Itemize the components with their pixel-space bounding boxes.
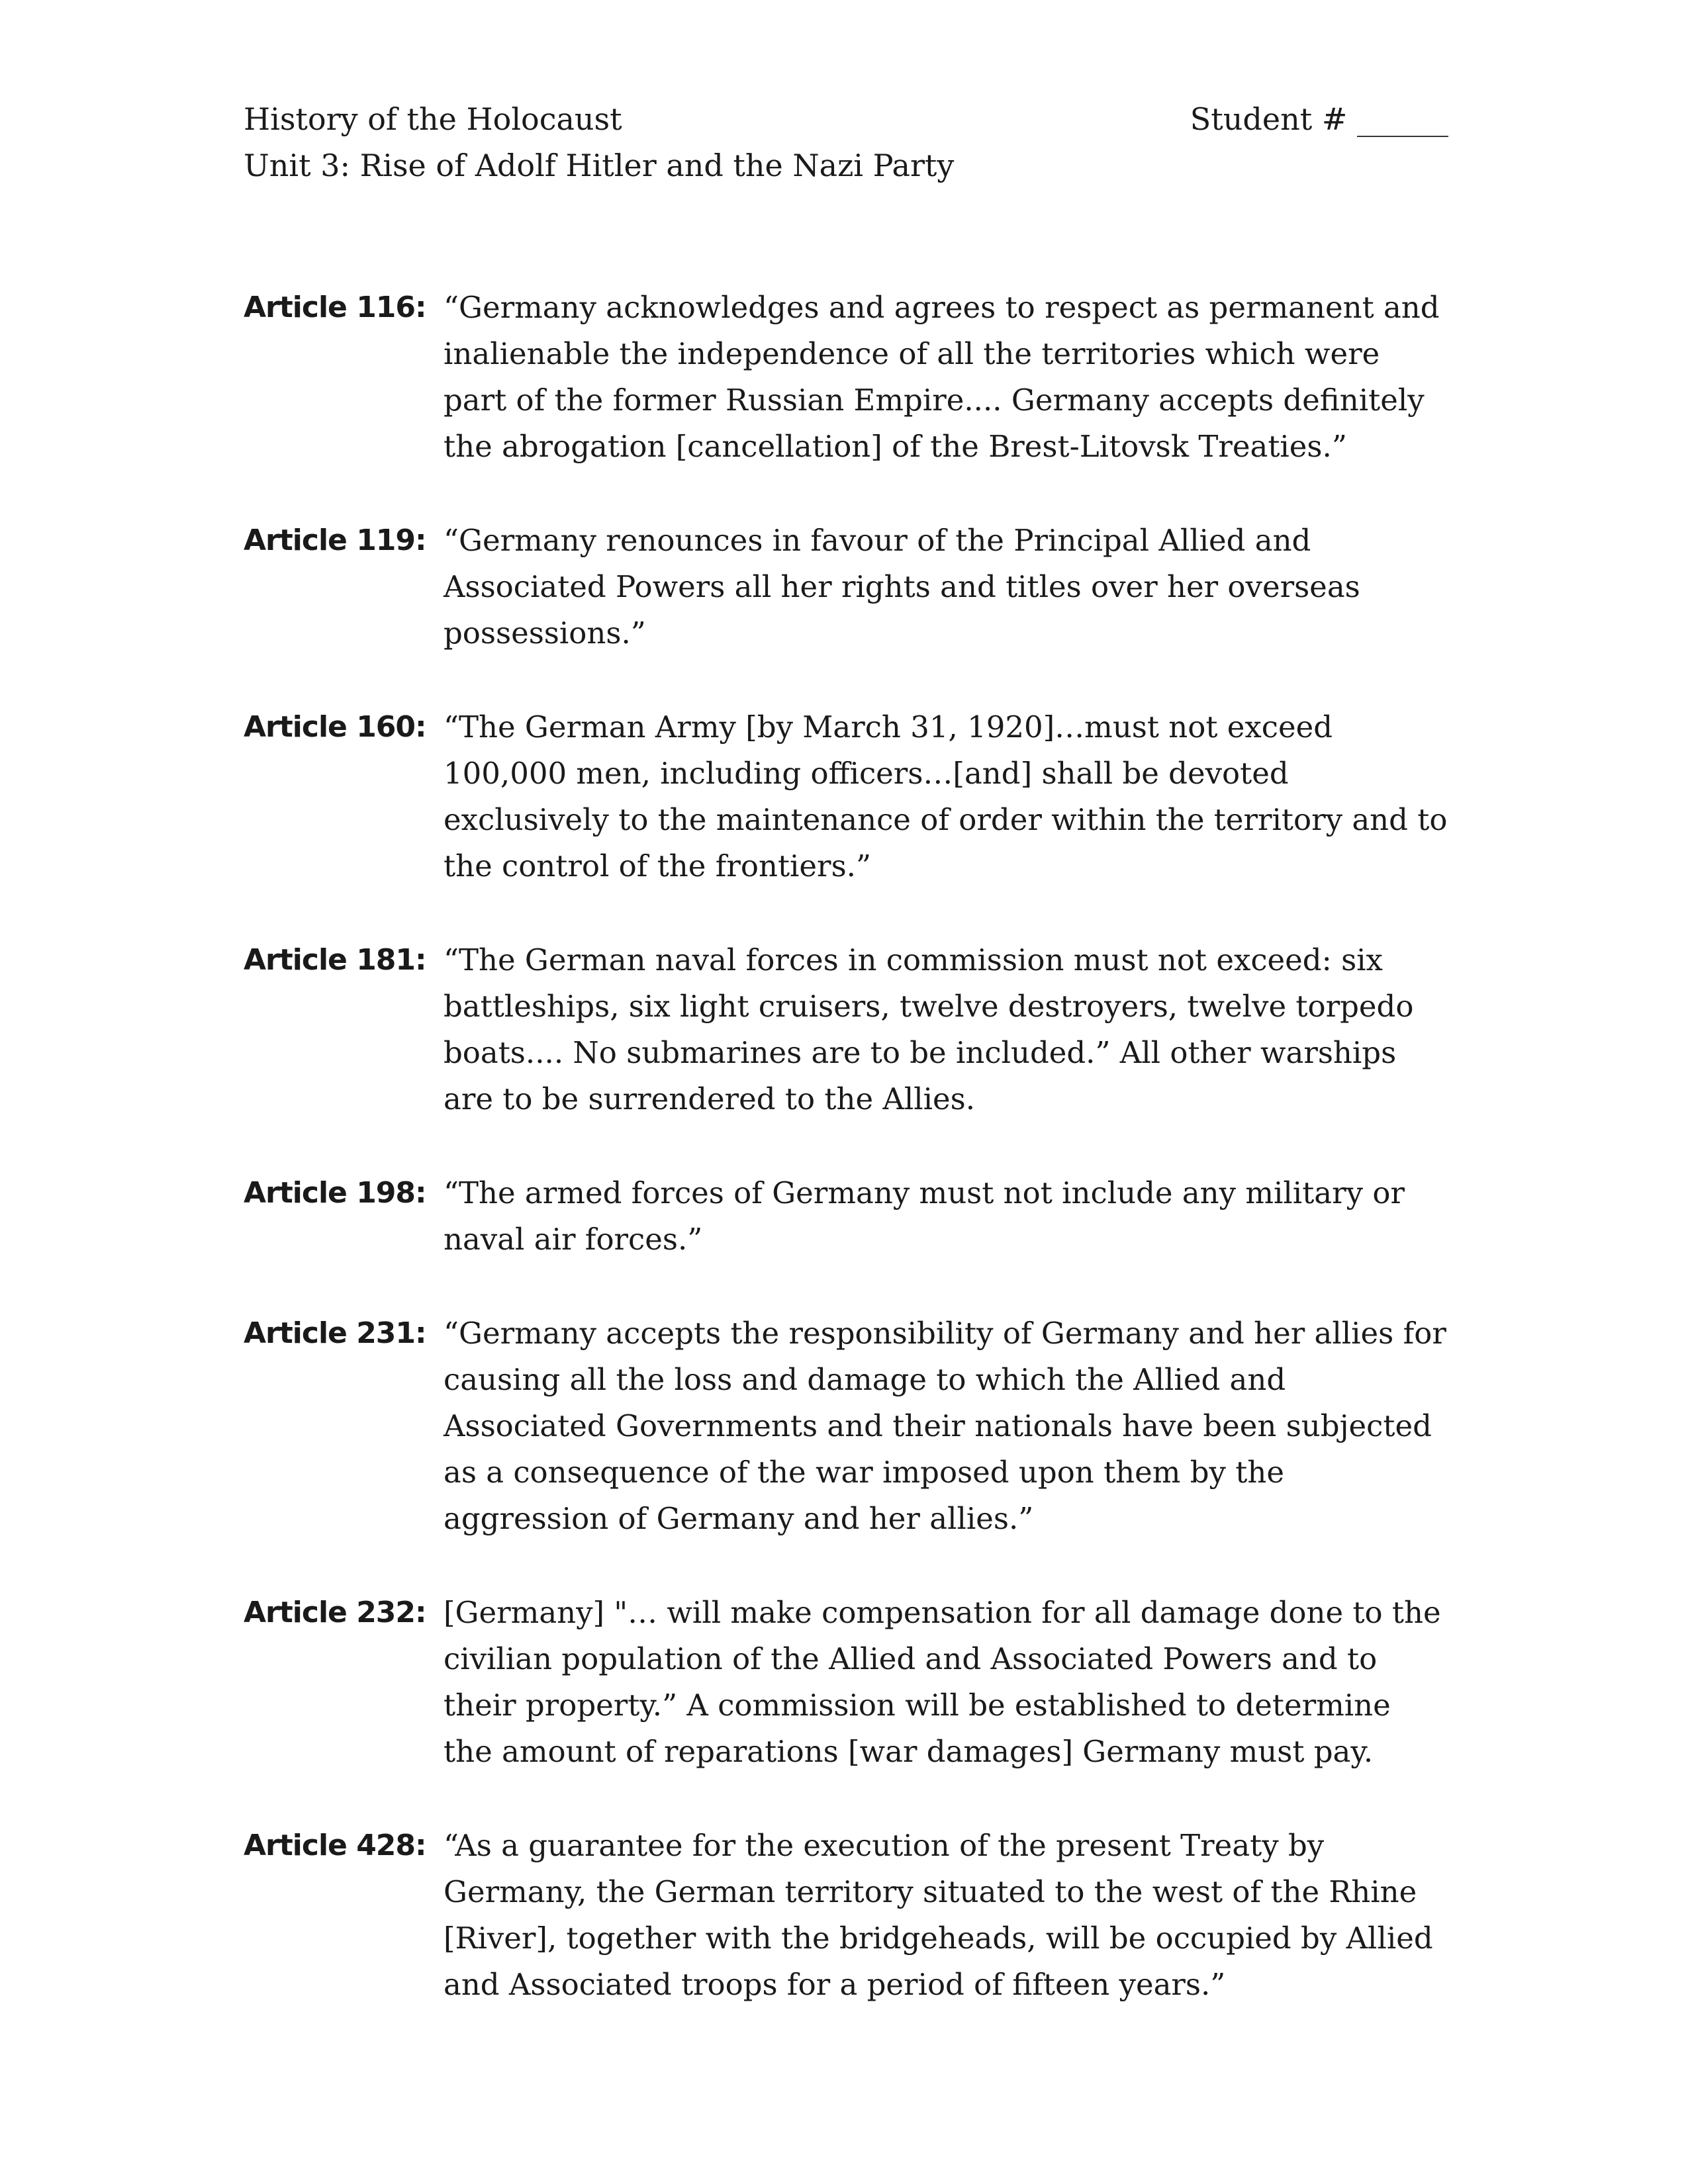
article-text: “As a guarantee for the execution of the present Treaty by Germany, the German territory situated to the west of the Rhine [River], together with the bridgeheads, will be occupied by Allied and Associated troops for a period of fifteen years.” bbox=[444, 1828, 1433, 2002]
article-label: Article 232: bbox=[244, 1596, 426, 1629]
article-198 bbox=[244, 1170, 1448, 1263]
article-label: Article 231: bbox=[244, 1316, 426, 1350]
article-231 bbox=[244, 1310, 1448, 1542]
article-label: Article 160: bbox=[244, 710, 426, 744]
document-header bbox=[244, 96, 1448, 189]
article-label: Article 119: bbox=[244, 523, 426, 557]
article-label: Article 116: bbox=[244, 291, 426, 324]
article-text: [Germany] "… will make compensation for all damage done to the civilian population of the Allied and Associated Powers and to their property.” A commission will be established to determine the amount of reparations [war damages] Germany must pay. bbox=[444, 1595, 1441, 1769]
unit-title: Unit 3: Rise of Adolf Hitler and the Nazi Party bbox=[244, 148, 955, 183]
article-181 bbox=[244, 937, 1448, 1122]
article-label: Article 428: bbox=[244, 1829, 426, 1862]
header-row-top bbox=[244, 96, 1448, 142]
article-text: “Germany renounces in favour of the Principal Allied and Associated Powers all her rights and titles over her overseas possessions.” bbox=[444, 523, 1360, 651]
student-number-label: Student # ______ bbox=[1190, 101, 1448, 137]
article-text: “Germany accepts the responsibility of Germany and her allies for causing all the loss and damage to which the Allied and Associated Governments and their nationals have been subjected as a consequence of the war imposed upon them by the aggression of Germany and her allies.” bbox=[444, 1316, 1446, 1536]
article-text: “The German Army [by March 31, 1920]…must not exceed 100,000 men, including officers…[and] shall be devoted exclusively to the maintenance of order within the territory and to the control of the frontiers.” bbox=[444, 709, 1448, 884]
article-label: Article 181: bbox=[244, 943, 426, 977]
article-116 bbox=[244, 285, 1448, 470]
article-text: “The German naval forces in commission must not exceed: six battleships, six light cruisers, twelve destroyers, twelve torpedo boats.... No submarines are to be included.” All other warships are to be surrendered to the Allies. bbox=[444, 942, 1414, 1116]
article-text: “Germany acknowledges and agrees to respect as permanent and inalienable the independence of all the territories which were part of the former Russian Empire.... Germany accepts definitely the abrogation [cancellation] of the Brest-Litovsk Treaties.” bbox=[444, 290, 1440, 464]
article-119 bbox=[244, 518, 1448, 657]
article-160 bbox=[244, 704, 1448, 889]
article-list bbox=[244, 285, 1448, 2056]
article-428 bbox=[244, 1823, 1448, 2008]
article-text: “The armed forces of Germany must not include any military or naval air forces.” bbox=[444, 1175, 1405, 1257]
article-232 bbox=[244, 1590, 1448, 1775]
header-row-bottom bbox=[244, 142, 1429, 189]
course-title: History of the Holocaust bbox=[244, 101, 622, 137]
article-label: Article 198: bbox=[244, 1176, 426, 1210]
